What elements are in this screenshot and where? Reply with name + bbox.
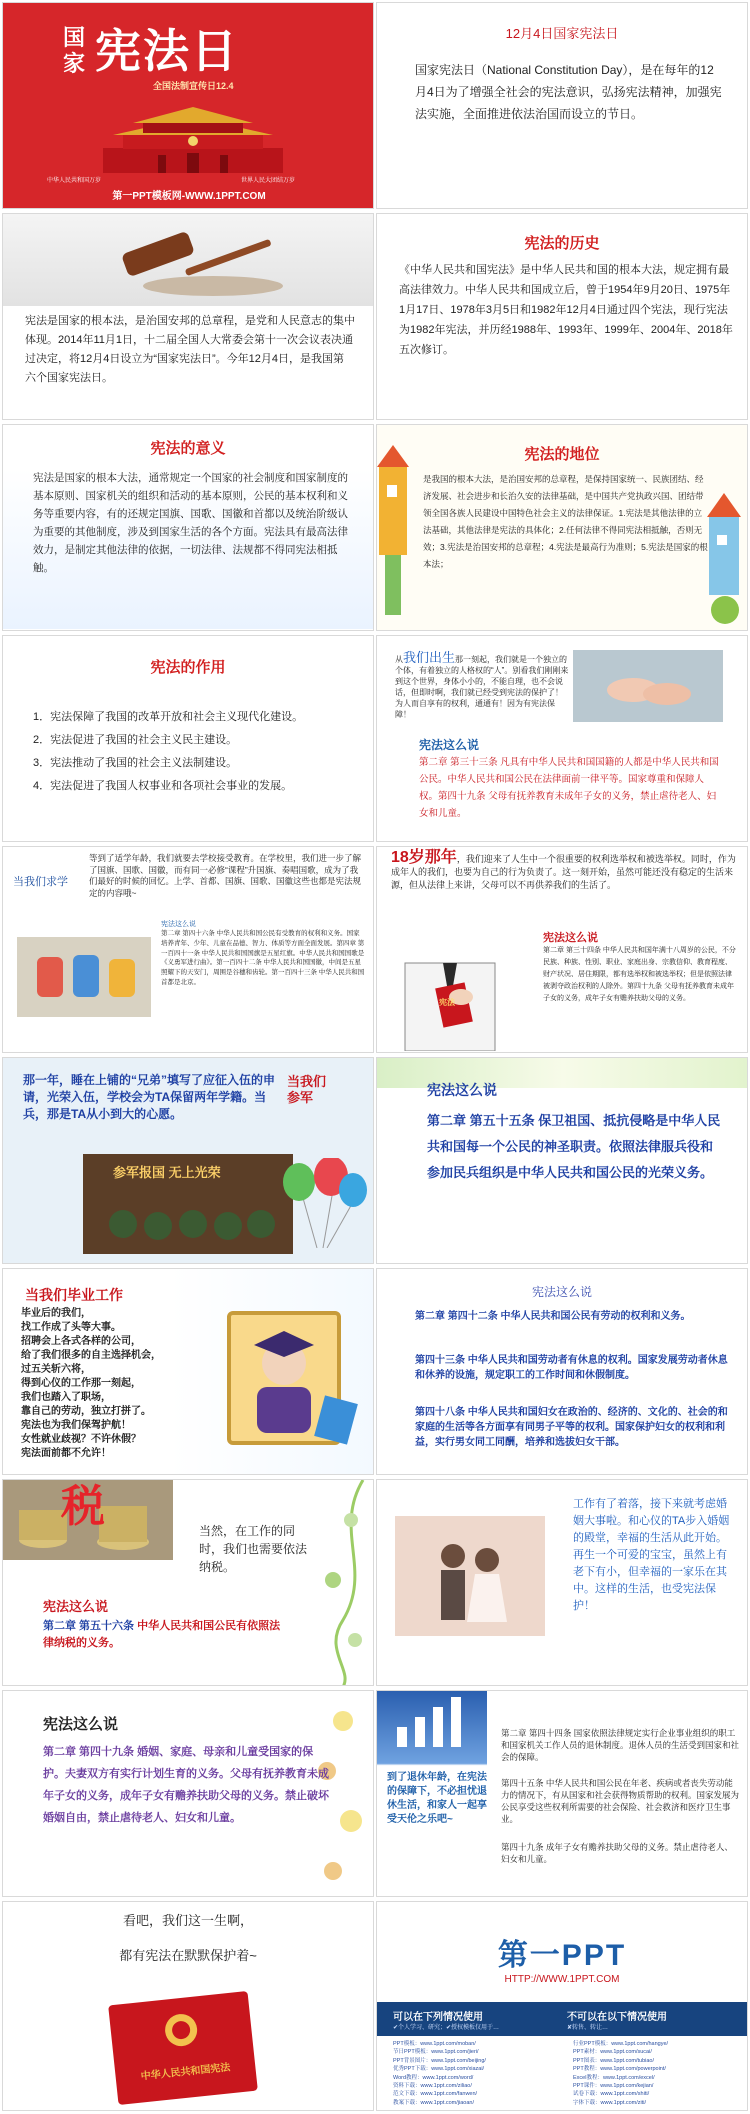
function-list [33, 706, 353, 798]
credits-logo: 第一PPT [497, 1939, 627, 1972]
slide13-heading: 当我们毕业工作 [25, 1287, 123, 1303]
slide-school[interactable] [2, 846, 374, 1053]
work-lines [21, 1307, 201, 1461]
slide16-body: 工作有了着落，接下来就考虑婚姻大事啦。和心仪的TA步入婚姻的殿堂，幸福的生活从此开始。再生一个可爱的宝宝，虽然上有老下有小，但幸福的一家乐在其中。这样的生活，也受宪法保护！ [573, 1498, 730, 1612]
military-poster [83, 1154, 293, 1254]
credits-url[interactable]: HTTP://WWW.1PPT.COM [504, 1974, 620, 1985]
slide-marriage[interactable] [376, 1479, 748, 1686]
slide-function[interactable] [2, 635, 374, 842]
slide17-body: 第二章 第四十九条 婚姻、家庭、母亲和儿童受国家的保护。夫妻双方有实行计划生育的义务。父母有抚养教育未成年子女的义务，成年子女有赡养扶助父母的义务。禁止破坏婚姻自由，禁止虐待老人、妇女和儿童。 [43, 1746, 329, 1824]
national-emblem-icon [108, 1991, 254, 2065]
constitution-book [108, 1991, 258, 2105]
title-subtitle: 全国法制宣传日12.4 [153, 81, 234, 91]
slide18-p3: 第四十九条 成年子女有赡养扶助父母的义务。禁止虐待老人、妇女和儿童。 [501, 1842, 733, 1864]
forbidden-title: 不可以在以下情况使用 [567, 2012, 667, 2023]
slide18-p2: 第四十五条 中华人民共和国公民在年老、疾病或者丧失劳动能力的情况下，有从国家和社会获得物质帮助的权利。国家发展为公民享受这些权利所需要的社会保险、社会救济和医疗卫生事业。 [501, 1778, 740, 1824]
resource-link[interactable]: 资料下载：www.1ppt.com/ziliao/ [393, 2083, 472, 2090]
title-big: 宪法日 [95, 24, 239, 78]
function-item: 2．宪法促进了我国的社会主义民主建设。 [33, 734, 238, 746]
function-item: 3．宪法推动了我国的社会主义法制建设。 [33, 757, 238, 769]
slide11-side: 当我们参军 [287, 1074, 327, 1105]
slide14-p3: 第四十八条 中华人民共和国妇女在政治的、经济的、文化的、社会的和家庭的生活等各方面享有同男子平等的权利。国家保护妇女的权利和利益，实行男女同工同酬，培养和选拔妇女干部。 [415, 1407, 728, 1448]
baby-feet-photo [573, 650, 723, 722]
coins-photo [3, 1480, 173, 1560]
slide-history[interactable] [376, 213, 748, 420]
slide10-sub: 宪法这么说 [543, 932, 598, 944]
function-item: 1．宪法保障了我国的改革开放和社会主义现代化建设。 [33, 711, 304, 723]
slide9-body: 等到了适学年龄，我们就要去学校接受教育。在学校里，我们进一步了解了国旗、国歌、国徽，而有同一必修“课程”升国旗、奏唱国歌，成为了我们最好的时候的回忆。上学、首都、国旗、国歌、国徽这些也都是宪法规定的内容哦~ [89, 853, 362, 898]
slide15-body: 当然，在工作的同时，我们也需要依法纳税。 [199, 1524, 308, 1574]
slide8-lead [395, 652, 569, 720]
slide9-law: 第二章 第四十六条 中华人民共和国公民有受教育的权利和义务。国家培养青年、少年、儿童在品德、智力、体质等方面全面发展。第四章 第一百四十一条 中华人民共和国国旗是五星红旗。中华人民共和国国歌是《义勇军进行曲》。第一百四十二条 中华人民共和国国徽，中间是五星照耀下的天安门，周围是谷穗和齿轮。第一百四十三条 中华人民共和国首都是北京。 [161, 930, 365, 986]
students-photo [17, 937, 151, 1017]
slide6-heading: 宪法的地位 [524, 446, 600, 463]
links-area [377, 2036, 748, 2111]
lead-body: 那一刻起，我们就是一个独立的个体，有着独立的人格权的“人”。别看我们刚刚来到这个世界，身体小小的，不能自理，也不会说话，但即时啊，我们就已经受到宪法的保护了！为人而自享有的权利，通通有！因为有宪法保障！ [395, 655, 569, 719]
work-line: 靠自己的劳动，独立打拼了。 [21, 1406, 151, 1417]
slide4-body: 《中华人民共和国宪法》是中华人民共和国的根本大法，规定拥有最高法律效力。中华人民共和国成立后，曾于1954年9月20日、1975年1月17日、1978年3月5日和1982年12月4日通过四个宪法，现行宪法为1982年宪法，并历经1988年、1993年、1999年、2004年、2018年五次修订。 [399, 264, 733, 356]
slide12-body: 第二章 第五十五条 保卫祖国、抵抗侵略是中华人民共和国每一个公民的神圣职责。依照法律服兵役和参加民兵组织是中华人民共和国公民的光荣义务。 [427, 1113, 721, 1180]
links-right [573, 2040, 743, 2107]
oath-book-label: 宪法 [439, 998, 455, 1007]
slide14-p1: 第二章 第四十二条 中华人民共和国公民有劳动的权利和义务。 [415, 1311, 691, 1322]
work-line: 给了我们很多的自主选择机会， [21, 1350, 161, 1361]
title-side: 国家 [63, 25, 86, 76]
slide3-body: 宪法是国家的根本法，是治国安邦的总章程，是党和人民意志的集中体现。2014年11月1日，十二届全国人大常委会第十一次会议表决通过决定，将12月4日设立为“国家宪法日”。今年12月4日，是我国第六个国家宪法日。 [25, 315, 355, 384]
tax-glyph: 税 [61, 1482, 105, 1531]
vines-icon [303, 1480, 374, 1686]
forbidden-note: ✘转售、转让… [567, 2025, 609, 2031]
slide-work[interactable] [2, 1268, 374, 1475]
tiananmen-icon [103, 103, 283, 173]
work-line: 宪法面前都不允许！ [21, 1448, 111, 1459]
graduate-icon [209, 1303, 359, 1453]
closing-line2: 都有宪法在默默保护着~ [119, 1948, 257, 1963]
resource-link[interactable]: 节日PPT模板：www.1ppt.com/jieri/ [393, 2049, 479, 2056]
slide8-law: 第二章 第三十三条 凡具有中华人民共和国国籍的人都是中华人民共和国公民。中华人民共和国公民在法律面前一律平等。国家尊重和保障人权。第四十九条 父母有抚养教育未成年子女的义务，禁止虐待老人、妇女和儿童。 [419, 757, 719, 819]
work-line: 我们也踏入了职场， [21, 1392, 111, 1403]
resource-link[interactable]: PPT模板：www.1ppt.com/moban/ [393, 2041, 476, 2047]
resource-link[interactable]: PPT教程：www.1ppt.com/powerpoint/ [573, 2066, 666, 2073]
banner-left: 中华人民共和国万岁 [47, 178, 102, 184]
allowed-note: ✔个人学习、研究；✔授权模板仅用于… [393, 2025, 500, 2031]
lead-emph: 我们出生 [403, 650, 456, 665]
resource-link[interactable]: PPT素材：www.1ppt.com/sucai/ [573, 2049, 652, 2056]
function-item: 4．宪法促进了我国人权事业和各项社会事业的发展。 [33, 780, 293, 792]
work-line: 找工作成了头等大事。 [21, 1322, 121, 1333]
cartoon-houses-right-icon [703, 485, 747, 631]
slide5-heading: 宪法的意义 [150, 440, 226, 457]
tax-law-emph: 中华人民共和国公民有依照法律纳税的义务。 [43, 1620, 281, 1649]
gavel-icon [3, 214, 374, 306]
links-left [393, 2040, 563, 2107]
slide-family-law[interactable] [2, 1690, 374, 1897]
work-line: 过五关斩六将， [21, 1364, 91, 1375]
slide-military[interactable] [2, 1057, 374, 1264]
cartoon-houses-left-icon [377, 425, 417, 631]
book-title: 中华人民共和国宪法 [140, 2062, 231, 2083]
resource-link[interactable]: 字体下载：www.1ppt.com/ziti/ [573, 2099, 647, 2106]
slide-tax[interactable] [2, 1479, 374, 1686]
resource-link[interactable]: 试卷下载：www.1ppt.com/shiti/ [573, 2091, 650, 2098]
baby-feet-icon [573, 650, 723, 722]
resource-link[interactable]: Excel教程：www.1ppt.com/excel/ [573, 2074, 655, 2081]
banner-right: 世界人民大团结万岁 [241, 178, 296, 184]
growth-bars-icon [377, 1691, 487, 1751]
slide-status[interactable] [376, 424, 748, 631]
slide2-body: 国家宪法日（National Constitution Day），是在每年的12月4日为了增强全社会的宪法意识，弘扬宪法精神，加强宪法实施，全面推进依法治国而设立的节日。 [415, 63, 722, 121]
heading-18: 18岁那年 [391, 849, 457, 866]
oath-person-icon [391, 923, 509, 1051]
slide2-heading: 12月4日国家宪法日 [505, 26, 619, 41]
slide9-sub: 宪法这么说 [161, 921, 196, 928]
resource-link[interactable]: PPT图表：www.1ppt.com/tubiao/ [573, 2057, 655, 2064]
allowed-title: 可以在下列情况使用 [393, 2012, 483, 2023]
slide-military-law[interactable] [376, 1057, 748, 1264]
lead-prefix: 从 [395, 655, 403, 664]
slide-eighteen[interactable] [376, 846, 748, 1053]
slide-credits[interactable] [376, 1901, 748, 2111]
slide18-p1: 第二章 第四十四条 国家依照法律规定实行企业事业组织的职工和国家机关工作人员的退休制度。退休人员的生活受到国家和社会的保障。 [501, 1728, 740, 1762]
slide18-side: 到了退休年龄，在宪法的保障下，不必担忧退休生活，和家人一起享受天伦之乐吧~ [387, 1772, 487, 1825]
slide8-sub: 宪法这么说 [419, 738, 480, 752]
slide12-heading: 宪法这么说 [427, 1082, 497, 1098]
resource-link[interactable]: 范文下载：www.1ppt.com/fanwen/ [393, 2091, 478, 2098]
title-footer: 第一PPT模板网-WWW.1PPT.COM [112, 191, 266, 202]
resource-link[interactable]: 行业PPT模板：www.1ppt.com/hangye/ [573, 2041, 669, 2047]
slide10-law: 第二章 第三十四条 中华人民共和国年满十八周岁的公民，不分民族、种族、性别、职业、家庭出身、宗教信仰、教育程度、财产状况、居住期限，都有选举权和被选举权；但是依照法律被剥夺政治权利的人除外。第四十九条 父母有抚养教育未成年子女的义务，成年子女有赡养扶助父母的义务。 [543, 947, 736, 1002]
slide-gavel[interactable] [2, 213, 374, 420]
slide-birth[interactable] [376, 635, 748, 842]
slide6-body: 是我国的根本大法，是治国安邦的总章程，是保持国家统一、民族团结、经济发展、社会进步和长治久安的法律基础，是中国共产党执政兴国、团结带领全国各族人民建设中国特色社会主义的法律保证。1.宪法是其他法律的立法基础，其他法律是宪法的具体化；2.任何法律不得同宪法相抵触，否则无效；3.宪法是治国安邦的总章程；4.宪法是最高行为准则；5.宪法是国家的根本法； [423, 474, 708, 569]
work-line: 得到心仪的工作那一刻起， [21, 1378, 141, 1389]
resource-link[interactable]: PPT课件：www.1ppt.com/kejian/ [573, 2083, 654, 2090]
work-line: 宪法也为我们保驾护航！ [21, 1420, 131, 1431]
resource-link[interactable]: 教案下载：www.1ppt.com/jiaoan/ [393, 2099, 474, 2106]
slide15-sub: 宪法这么说 [43, 1599, 109, 1614]
slide-work-law[interactable] [376, 1268, 748, 1475]
slide14-heading: 宪法这么说 [531, 1285, 592, 1299]
tax-law-prefix: 第二章 第五十六条 [43, 1620, 138, 1632]
slide15-law [43, 1618, 283, 1652]
wedding-couple-icon [395, 1516, 545, 1636]
slide11-text: 那一年，睡在上铺的“兄弟”填写了应征入伍的申请，光荣入伍，学校会为TA保留两年学籍。当兵，那是TA从小到大的心愿。 [23, 1073, 276, 1121]
closing-line1: 看吧，我们这一生啊， [122, 1913, 253, 1928]
resource-link[interactable]: Word教程：www.1ppt.com/word/ [393, 2074, 474, 2081]
students-icon [17, 937, 151, 1017]
poster-text: 参军报国 无上光荣 [113, 1165, 221, 1180]
slide10-lead [391, 851, 737, 892]
gavel-photo [3, 214, 374, 306]
slide17-heading: 宪法这么说 [43, 1716, 119, 1733]
work-line: 女性就业歧视？不许休假？ [21, 1434, 141, 1445]
slide7-heading: 宪法的作用 [150, 659, 226, 676]
resource-link[interactable]: PPT背景图片：www.1ppt.com/beijing/ [393, 2057, 486, 2064]
slide4-heading: 宪法的历史 [524, 235, 600, 252]
slide10-body: ，我们迎来了人生中一个很重要的权利选举权和被选举权。同时，作为成年人的我们，也要为自己的行为负责了。这一刻开始，虽然可能还没有稳定的生活来源，但从法律上来讲，父母可以不再供养我们的生活了。 [391, 854, 736, 890]
slide-retirement[interactable] [376, 1690, 748, 1897]
slide-constitution-day[interactable] [376, 2, 748, 209]
work-line: 毕业后的我们， [21, 1308, 91, 1319]
slide9-side: 当我们求学 [13, 876, 68, 888]
slide-title[interactable] [2, 2, 374, 209]
slide-significance[interactable] [2, 424, 374, 631]
work-line: 招聘会上各式各样的公司， [21, 1336, 141, 1347]
resource-link[interactable]: 优秀PPT下载：www.1ppt.com/xiazai/ [393, 2066, 485, 2073]
balloons-icon [273, 1158, 369, 1248]
slide14-p2: 第四十三条 中华人民共和国劳动者有休息的权利。国家发展劳动者休息和休养的设施，规定职工的工作时间和休假制度。 [415, 1355, 728, 1381]
slide5-body: 宪法是国家的根本大法，通常规定一个国家的社会制度和国家制度的基本原则、国家机关的组织和活动的基本原则，公民的基本权利和义务等重要内容，有的还规定国旗、国歌、国徽和首都以及统治阶级认为重要的其他制度，涉及到国家生活的各个方面。宪法具有最高法律效力，是制定其他法律的依据，一切法律、法规都不得同宪法相抵触。 [33, 472, 348, 574]
slide-closing[interactable] [2, 1901, 374, 2111]
wedding-photo [395, 1516, 545, 1636]
